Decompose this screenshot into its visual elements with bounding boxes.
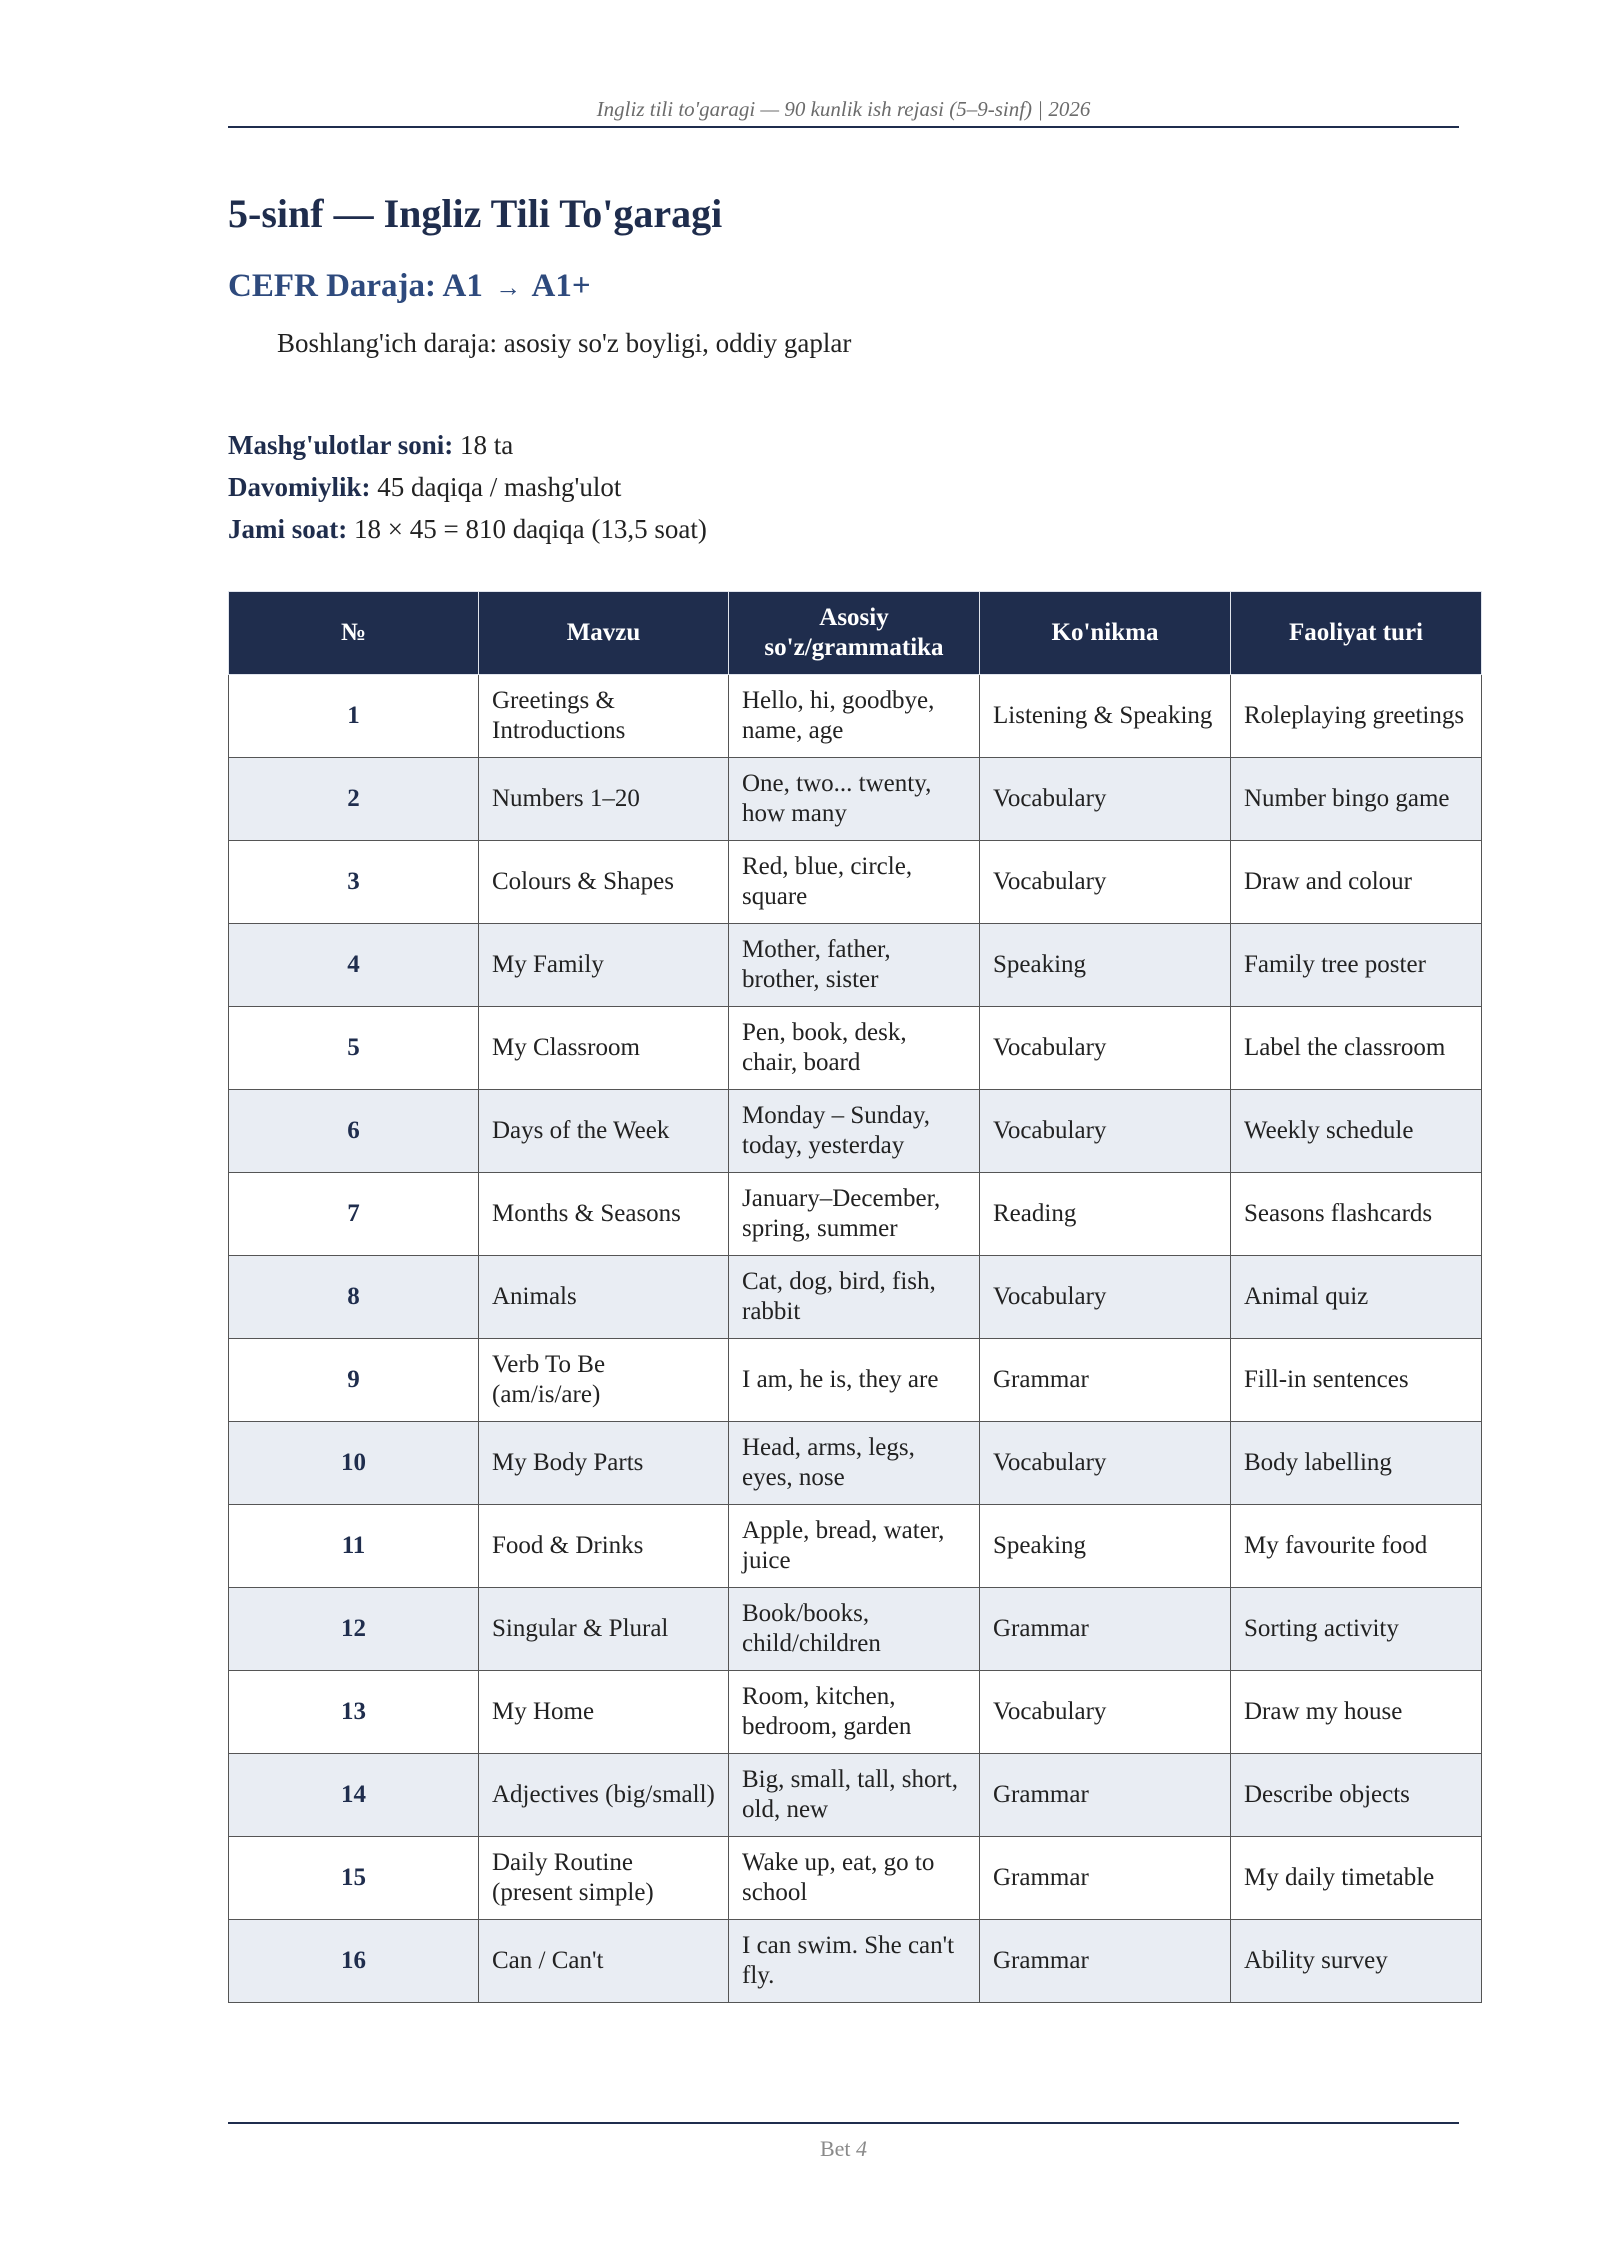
skill-cell: Listening & Speaking [980,675,1231,758]
skill-cell: Grammar [980,1837,1231,1920]
row-number: 10 [229,1422,479,1505]
activity-cell: Label the classroom [1231,1007,1482,1090]
column-header-number: № [229,592,479,675]
row-number: 4 [229,924,479,1007]
activity-cell: Roleplaying greetings [1231,675,1482,758]
vocabulary-cell: I can swim. She can't fly. [729,1920,980,2003]
course-meta [228,424,707,550]
topic-cell: Colours & Shapes [479,841,729,924]
page-footer [228,2122,1459,2162]
vocabulary-cell: Mother, father, brother, sister [729,924,980,1007]
topic-cell: Greetings & Introductions [479,675,729,758]
row-number: 13 [229,1671,479,1754]
vocabulary-cell: January–December, spring, summer [729,1173,980,1256]
row-number: 6 [229,1090,479,1173]
column-header-skill: Ko'nikma [980,592,1231,675]
activity-cell: Fill-in sentences [1231,1339,1482,1422]
vocabulary-cell: Monday – Sunday, today, yesterday [729,1090,980,1173]
vocabulary-cell: Room, kitchen, bedroom, garden [729,1671,980,1754]
topic-cell: My Family [479,924,729,1007]
skill-cell: Vocabulary [980,758,1231,841]
vocabulary-cell: Book/books, child/children [729,1588,980,1671]
vocabulary-cell: Head, arms, legs, eyes, nose [729,1422,980,1505]
table-row [229,1671,1482,1754]
row-number: 12 [229,1588,479,1671]
cefr-from-level: A1 [442,268,483,304]
table-row [229,1090,1482,1173]
vocabulary-cell: Apple, bread, water, juice [729,1505,980,1588]
activity-cell: Draw my house [1231,1671,1482,1754]
table-row [229,675,1482,758]
skill-cell: Vocabulary [980,1671,1231,1754]
skill-cell: Vocabulary [980,841,1231,924]
skill-cell: Vocabulary [980,1422,1231,1505]
table-row [229,1837,1482,1920]
duration-label: Davomiylik: [228,472,371,502]
arrow-right-icon: → [495,273,522,302]
page-label: Bet [819,2136,851,2161]
topic-cell: Verb To Be (am/is/are) [479,1339,729,1422]
skill-cell: Grammar [980,1754,1231,1837]
cefr-to-level: A1+ [531,268,591,304]
activity-cell: Animal quiz [1231,1256,1482,1339]
skill-cell: Vocabulary [980,1090,1231,1173]
vocabulary-cell: Pen, book, desk, chair, board [729,1007,980,1090]
activity-cell: Family tree poster [1231,924,1482,1007]
topic-cell: Can / Can't [479,1920,729,2003]
table-row [229,1339,1482,1422]
table-row [229,1505,1482,1588]
table-row [229,1588,1482,1671]
row-number: 8 [229,1256,479,1339]
skill-cell: Vocabulary [980,1256,1231,1339]
cefr-label: CEFR Daraja: [228,268,437,304]
row-number: 7 [229,1173,479,1256]
topic-cell: Food & Drinks [479,1505,729,1588]
column-header-vocabulary: Asosiy so'z/grammatika [729,592,980,675]
skill-cell: Grammar [980,1588,1231,1671]
topic-cell: Numbers 1–20 [479,758,729,841]
topic-cell: Daily Routine (present simple) [479,1837,729,1920]
activity-cell: My favourite food [1231,1505,1482,1588]
sessions-value: 18 ta [460,430,514,460]
session-duration [228,466,707,508]
skill-cell: Grammar [980,1920,1231,2003]
table-row [229,841,1482,924]
activity-cell: Body labelling [1231,1422,1482,1505]
total-label: Jami soat: [228,514,348,544]
column-header-activity: Faoliyat turi [1231,592,1482,675]
topic-cell: Months & Seasons [479,1173,729,1256]
total-value: 18 × 45 = 810 daqiqa (13,5 soat) [353,514,707,544]
table-row [229,758,1482,841]
row-number: 2 [229,758,479,841]
skill-cell: Vocabulary [980,1007,1231,1090]
table-row [229,1754,1482,1837]
topic-cell: Days of the Week [479,1090,729,1173]
cefr-level-heading [228,268,591,305]
column-header-topic: Mavzu [479,592,729,675]
table-row [229,1256,1482,1339]
activity-cell: Seasons flashcards [1231,1173,1482,1256]
vocabulary-cell: Hello, hi, goodbye, name, age [729,675,980,758]
row-number: 9 [229,1339,479,1422]
skill-cell: Speaking [980,924,1231,1007]
table-row [229,924,1482,1007]
vocabulary-cell: Wake up, eat, go to school [729,1837,980,1920]
vocabulary-cell: I am, he is, they are [729,1339,980,1422]
total-hours [228,508,707,550]
page-number: 4 [856,2136,868,2161]
row-number: 15 [229,1837,479,1920]
activity-cell: My daily timetable [1231,1837,1482,1920]
skill-cell: Grammar [980,1339,1231,1422]
vocabulary-cell: Big, small, tall, short, old, new [729,1754,980,1837]
skill-cell: Speaking [980,1505,1231,1588]
topic-cell: My Body Parts [479,1422,729,1505]
activity-cell: Ability survey [1231,1920,1482,2003]
level-description: Boshlang'ich daraja: asosiy so'z boyligi, oddiy gaplar [277,328,852,358]
vocabulary-cell: Cat, dog, bird, fish, rabbit [729,1256,980,1339]
row-number: 14 [229,1754,479,1837]
page-title: 5-sinf — Ingliz Tili To'garagi [228,191,723,236]
topic-cell: Animals [479,1256,729,1339]
topic-cell: Adjectives (big/small) [479,1754,729,1837]
table-body [229,675,1482,2003]
row-number: 3 [229,841,479,924]
activity-cell: Draw and colour [1231,841,1482,924]
activity-cell: Describe objects [1231,1754,1482,1837]
row-number: 11 [229,1505,479,1588]
table-row [229,1007,1482,1090]
activity-cell: Number bingo game [1231,758,1482,841]
table-header-row [229,592,1482,675]
sessions-count [228,424,707,466]
table-row [229,1920,1482,2003]
topic-cell: My Classroom [479,1007,729,1090]
topic-cell: Singular & Plural [479,1588,729,1671]
lesson-plan-table [228,591,1482,2003]
running-title: Ingliz tili to'garagi — 90 kunlik ish rejasi (5–9-sinf) | 2026 [596,97,1091,121]
vocabulary-cell: Red, blue, circle, square [729,841,980,924]
row-number: 16 [229,1920,479,2003]
row-number: 1 [229,675,479,758]
page-header [228,92,1459,128]
row-number: 5 [229,1007,479,1090]
table-row [229,1173,1482,1256]
duration-value: 45 daqiqa / mashg'ulot [377,472,622,502]
activity-cell: Weekly schedule [1231,1090,1482,1173]
skill-cell: Reading [980,1173,1231,1256]
topic-cell: My Home [479,1671,729,1754]
vocabulary-cell: One, two... twenty, how many [729,758,980,841]
activity-cell: Sorting activity [1231,1588,1482,1671]
sessions-label: Mashg'ulotlar soni: [228,430,454,460]
table-row [229,1422,1482,1505]
